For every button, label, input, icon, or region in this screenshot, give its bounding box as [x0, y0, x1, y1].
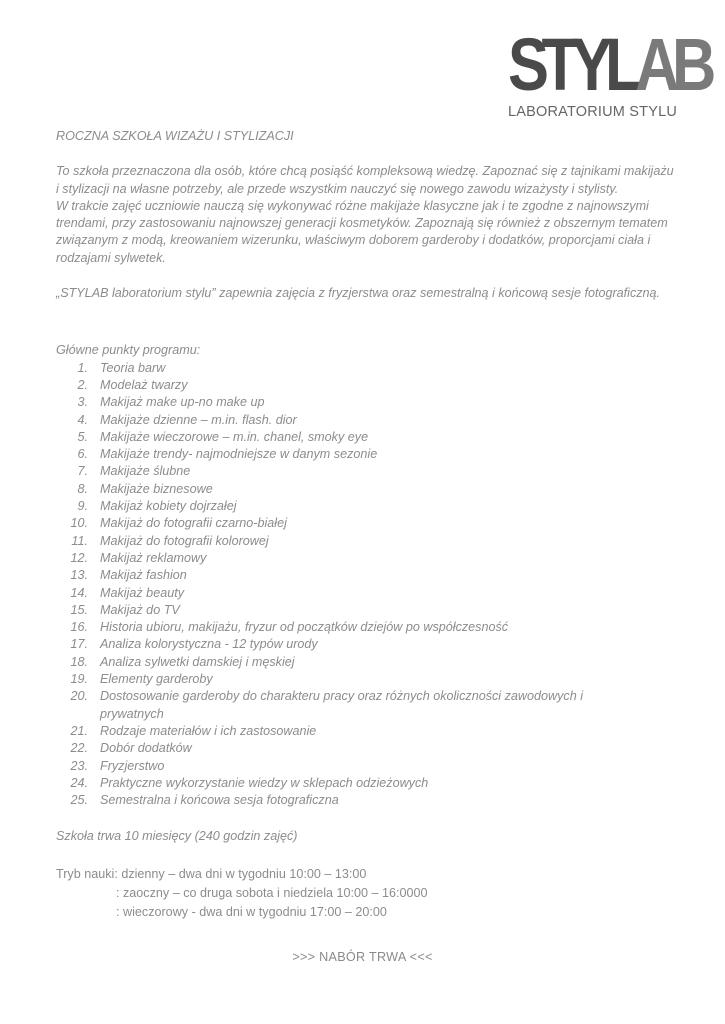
list-item: 13. Makijaż fashion: [70, 568, 187, 583]
logo-subtitle: LABORATORIUM STYLU: [508, 104, 678, 120]
list-item: 4. Makijaże dzienne – m.in. flash. dior: [77, 412, 297, 427]
stylab-logo: [508, 23, 709, 120]
schedule-block: [56, 865, 676, 922]
list-item: 23. Fryzjerstwo: [70, 758, 165, 773]
program-list: [56, 360, 676, 810]
schedule-line-2: : zaoczny – co druga sobota i niedziela 10:00 – 16:0000: [116, 885, 428, 900]
document-title: ROCZNA SZKOŁA WIZAŻU I STYLIZACJI: [56, 129, 294, 143]
list-item: 22. Dobór dodatków: [70, 741, 192, 756]
list-item: 8. Makijaże biznesowe: [77, 481, 213, 496]
schedule-line-3: : wieczorowy - dwa dni w tygodniu 17:00 – 20:00: [116, 904, 387, 919]
duration-text: Szkoła trwa 10 miesięcy (240 godzin zajęć): [56, 829, 298, 844]
intro-paragraph-2: W trakcie zajęć uczniowie nauczą się wykonywać różne makijaże klasyczne jak i te zgodne z najnowszymi trendami, przy zastosowaniu najnowszej generacji kosmetyków. Zapoznają się również z obszernym tematem związanym z modą, kreowaniem wizerunku, właściwym doborem garderoby i dodatków, proporcjami ciała i rodzajami sylwetek.: [56, 198, 668, 265]
list-item: 11. Makijaż do fotografii kolorowej: [71, 533, 269, 548]
list-item: 14. Makijaż beauty: [70, 585, 184, 600]
recruitment-banner: >>> NABÓR TRWA <<<: [292, 950, 433, 964]
intro-paragraph-3: „STYLAB laboratorium stylu” zapewnia zajęcia z fryzjerstwa oraz semestralną i końcową sesje fotograficzną.: [56, 286, 661, 301]
list-item: 18. Analiza sylwetki damskiej i męskiej: [70, 654, 295, 669]
logo-wordmark: [508, 23, 709, 106]
list-item: 16. Historia ubioru, makijażu, fryzur od początków dziejów po współczesność: [70, 620, 509, 635]
logo-word-part2: AB: [635, 23, 709, 106]
list-item: 1. Teoria barw: [77, 360, 166, 375]
list-item: 3. Makijaż make up-no make up: [77, 395, 265, 410]
list-item: 21. Rodzaje materiałów i ich zastosowanie: [70, 723, 317, 738]
intro-paragraph-1: To szkoła przeznaczona dla osób, które chcą posiąść kompleksową wiedzę. Zapoznać się z tajnikami makijażu i stylizacji na własne potrzeby, ale przede wszystkim nauczyć się nowego zawodu wizażysty i stylisty.: [56, 164, 674, 196]
schedule-line-1: Tryb nauki: dzienny – dwa dni w tygodniu 10:00 – 13:00: [56, 866, 367, 881]
list-item: 25. Semestralna i końcowa sesja fotograficzna: [70, 793, 339, 808]
logo-word-part1: STYL: [508, 23, 636, 106]
document-body: [56, 128, 676, 922]
program-heading: Główne punkty programu:: [56, 343, 201, 358]
list-item: 17. Analiza kolorystyczna - 12 typów urody: [70, 637, 318, 652]
list-item: 12. Makijaż reklamowy: [70, 550, 207, 565]
list-item: 5. Makijaże wieczorowe – m.in. chanel, smoky eye: [77, 429, 369, 444]
list-item: 9. Makijaż kobiety dojrzałej: [77, 499, 237, 514]
list-item: 6. Makijaże trendy- najmodniejsze w danym sezonie: [77, 447, 378, 462]
list-item: 2. Modelaż twarzy: [77, 377, 188, 392]
list-item: 19. Elementy garderoby: [70, 672, 213, 687]
list-item: 10. Makijaż do fotografii czarno-białej: [70, 516, 287, 531]
list-item: 15. Makijaż do TV: [70, 602, 180, 617]
list-item: 7. Makijaże ślubne: [77, 464, 191, 479]
list-item: 24. Praktyczne wykorzystanie wiedzy w sklepach odzieżowych: [70, 775, 429, 790]
list-item: 20. Dostosowanie garderoby do charakteru pracy oraz różnych okoliczności zawodowych i prywatnych: [70, 689, 583, 721]
